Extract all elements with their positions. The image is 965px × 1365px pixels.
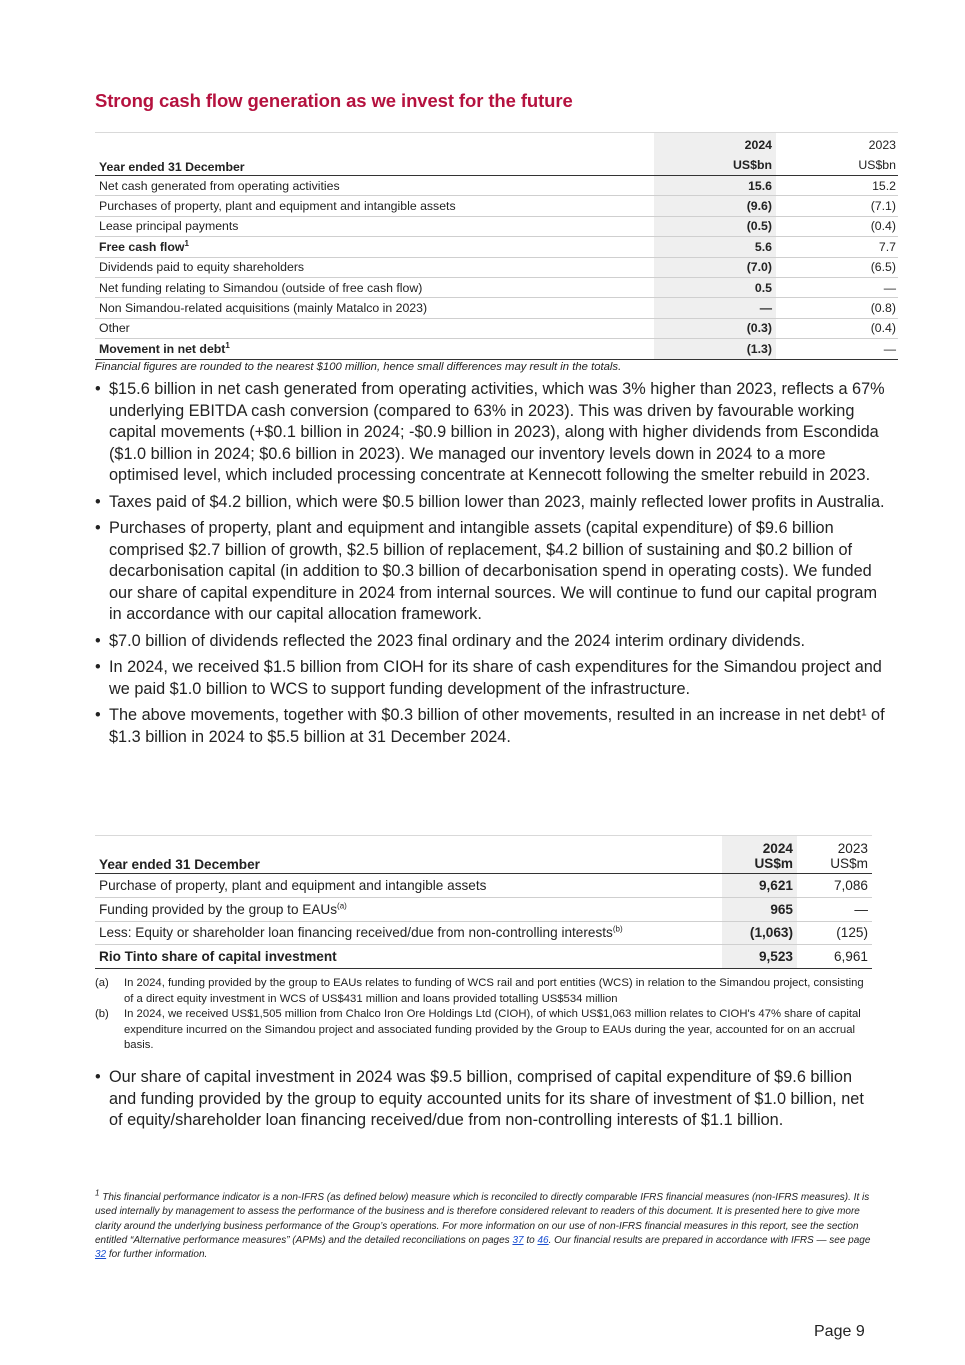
table-header-row bbox=[95, 133, 898, 176]
capital-investment-table bbox=[95, 835, 872, 969]
row-label bbox=[95, 342, 654, 356]
value-2023: 15.2 bbox=[872, 178, 896, 193]
header-year-2023: 2023 bbox=[868, 138, 896, 152]
page-link-32[interactable]: 32 bbox=[95, 1249, 107, 1261]
header-2024 bbox=[722, 836, 797, 873]
row-label-text: Less: Equity or shareholder loan financing received/due from non-controlling interests bbox=[99, 925, 613, 941]
header-year-2024: 2024 bbox=[744, 138, 772, 152]
rounding-note: Financial figures are rounded to the nearest $100 million, hence small differences may result in the totals. bbox=[95, 361, 622, 373]
row-label-text: Free cash flow bbox=[99, 239, 185, 254]
value-2024: 5.6 bbox=[654, 237, 776, 256]
footnote-text: This financial performance indicator is a non-IFRS (as defined below) measure which is reconciled to directly comparable IFRS financial measures (non-IFRS measures). It is used internally by management to assess the performance of the business and is therefore considered relevant to readers of this document. It is presented here to give more clarity around the underlying business performance of the Group’s operations. For more information on our use of non-IFRS financial measures in this report, see the section entitled “Alternative performance measures” (APMs) and the detailed reconciliations on pages bbox=[95, 1192, 870, 1246]
row-label: Rio Tinto share of capital investment bbox=[99, 949, 337, 965]
value-2023: (7.1) bbox=[870, 199, 896, 214]
value-2024: (0.5) bbox=[654, 217, 776, 236]
value-2024: (7.0) bbox=[654, 258, 776, 277]
value-2024: 15.6 bbox=[654, 176, 776, 195]
header-unit-2023: US$bn bbox=[858, 158, 896, 172]
footnote-marker: 1 bbox=[95, 1188, 100, 1198]
row-label-text: Movement in net debt bbox=[99, 341, 226, 356]
row-label: Dividends paid to equity shareholders bbox=[99, 260, 305, 275]
list-item: • Taxes paid of $4.2 billion, which were $0.5 billion lower than 2023, mainly reflected lower profits in Australia. bbox=[95, 492, 885, 514]
value-2024: — bbox=[654, 298, 776, 317]
value-2023: — bbox=[883, 280, 896, 295]
footnote-text: . Our financial results are prepared in accordance with IFRS — see page bbox=[548, 1234, 871, 1246]
value-2024: (0.3) bbox=[654, 319, 776, 338]
row-label: Purchases of property, plant and equipment and intangible assets bbox=[99, 199, 456, 214]
header-year-2024: 2024 bbox=[762, 840, 793, 856]
footnote bbox=[95, 1188, 873, 1262]
table-row bbox=[95, 339, 898, 359]
row-label bbox=[95, 902, 722, 917]
row-label bbox=[95, 240, 654, 254]
header-unit-2024: US$bn bbox=[733, 158, 772, 172]
value-2023: (0.4) bbox=[870, 321, 896, 336]
list-item: • Purchases of property, plant and equipment and intangible assets (capital expenditure) of $9.6 billion comprised $2.7 billion of growth, $2.5 billion of replacement, $4.2 billion of sustaining and $0.2 billion of decarbonisation capital (in addition to $0.3 billion of decarbonisation spend in operating costs). We funded our share of capital expenditure in 2024 from internal sources. We will continue to fund our capital program in accordance with our capital allocation framework. bbox=[95, 518, 885, 626]
table-row bbox=[95, 898, 872, 922]
value-2024: (1,063) bbox=[722, 922, 797, 945]
value-2023: (0.4) bbox=[870, 219, 896, 234]
value-2024: 9,523 bbox=[722, 945, 797, 968]
table-row bbox=[95, 298, 898, 318]
header-2024 bbox=[654, 133, 776, 175]
page-link-37[interactable]: 37 bbox=[512, 1234, 524, 1246]
table-row bbox=[95, 874, 872, 898]
row-label: Purchase of property, plant and equipment and intangible assets bbox=[99, 877, 487, 893]
header-2023 bbox=[797, 836, 872, 873]
row-label: Other bbox=[99, 321, 130, 336]
table-note-b bbox=[95, 1007, 870, 1054]
value-2024: (1.3) bbox=[654, 339, 776, 358]
footnote-ref: 1 bbox=[225, 340, 230, 350]
table-row bbox=[95, 922, 872, 946]
footnote-ref: 1 bbox=[184, 238, 189, 248]
row-label-text: Funding provided by the group to EAUs bbox=[99, 901, 338, 917]
header-unit-2024: US$m bbox=[754, 855, 793, 871]
value-2024: (9.6) bbox=[654, 196, 776, 215]
value-2023: 6,961 bbox=[833, 949, 868, 965]
list-item: • $15.6 billion in net cash generated from operating activities, which was 3% higher than 2023, reflects a 67% underlying EBITDA cash conversion (compared to 63% in 2023). This was driven by favourable working capital movements (+$0.1 billion in 2024; -$0.9 billion in 2023), along with higher dividends from Escondida ($1.0 billion in 2024; $0.6 billion in 2023). We managed our inventory levels down in 2024 to a more optimised level, which included processing concentrate at Kennecott following the smelter rebuild in 2023. bbox=[95, 379, 885, 487]
value-2024: 965 bbox=[722, 898, 797, 921]
header-label: Year ended 31 December bbox=[99, 857, 260, 872]
table-header-row bbox=[95, 836, 872, 874]
capital-investment-commentary bbox=[95, 1067, 875, 1132]
header-year-2023: 2023 bbox=[837, 840, 868, 856]
header-unit-2023: US$m bbox=[830, 855, 868, 871]
note-text: In 2024, funding provided by the group to EAUs relates to funding of WCS rail and port entities (WCS) in relation to the Simandou project, consisting of a direct equity investment in WCS of US$431 million and loans provided totalling US$534 million bbox=[124, 977, 864, 1005]
value-2023: (125) bbox=[836, 925, 868, 941]
table-row bbox=[95, 319, 898, 339]
value-2023: 7.7 bbox=[878, 239, 896, 254]
footnote-text: to bbox=[523, 1234, 538, 1246]
footnote-ref: (a) bbox=[337, 901, 347, 911]
table-row bbox=[95, 258, 898, 278]
footnote-ref: (b) bbox=[612, 924, 623, 934]
value-2023: — bbox=[883, 341, 896, 356]
value-2023: (0.8) bbox=[870, 301, 896, 316]
list-item: • The above movements, together with $0.3 billion of other movements, resulted in an increase in net debt¹ of $1.3 billion in 2024 to $5.5 billion at 31 December 2024. bbox=[95, 705, 885, 748]
table-row bbox=[95, 217, 898, 237]
header-2023 bbox=[776, 133, 898, 175]
table-row bbox=[95, 945, 872, 969]
header-label: Year ended 31 December bbox=[99, 160, 245, 174]
footnote-text: for further information. bbox=[106, 1249, 208, 1261]
table-row bbox=[95, 278, 898, 298]
value-2023: (6.5) bbox=[870, 260, 896, 275]
list-item: • $7.0 billion of dividends reflected the 2023 final ordinary and the 2024 interim ordinary dividends. bbox=[95, 631, 885, 653]
list-item: • In 2024, we received $1.5 billion from CIOH for its share of cash expenditures for the Simandou project and we paid $1.0 billion to WCS to support funding development of the infrastructure. bbox=[95, 657, 885, 700]
value-2024: 0.5 bbox=[654, 278, 776, 297]
note-label: (a) bbox=[95, 977, 109, 989]
table-note-a bbox=[95, 976, 870, 1007]
row-label: Net funding relating to Simandou (outside of free cash flow) bbox=[99, 280, 423, 295]
row-label: Net cash generated from operating activities bbox=[99, 178, 340, 193]
value-2024: 9,621 bbox=[722, 874, 797, 897]
table-row bbox=[95, 176, 898, 196]
value-2023: — bbox=[854, 901, 868, 917]
commentary-list bbox=[95, 379, 885, 753]
table-row bbox=[95, 196, 898, 216]
value-2023: 7,086 bbox=[833, 877, 868, 893]
note-text: In 2024, we received US$1,505 million from Chalco Iron Ore Holdings Ltd (CIOH), of which US$1,063 million relates to CIOH's 47% share of capital expenditure incurred on the Simandou project and associated funding provided by the Group to EAUs during the year, accounted for on an accrual basis. bbox=[124, 1008, 861, 1051]
list-item: • Our share of capital investment in 2024 was $9.5 billion, comprised of capital expenditure of $9.6 billion and funding provided by the group to equity accounted units for its share of investment of $1.0 billion, net of equity/shareholder loan financing received/due from non-controlling interests of $1.1 billion. bbox=[95, 1067, 875, 1132]
table-row bbox=[95, 237, 898, 257]
page-link-46[interactable]: 46 bbox=[537, 1234, 549, 1246]
page-number: Page 9 bbox=[814, 1323, 865, 1340]
note-label: (b) bbox=[95, 1008, 109, 1020]
row-label: Lease principal payments bbox=[99, 219, 239, 234]
section-title: Strong cash flow generation as we invest for the future bbox=[95, 90, 573, 111]
cash-flow-table bbox=[95, 132, 898, 360]
row-label: Non Simandou-related acquisitions (mainly Matalco in 2023) bbox=[99, 301, 428, 316]
row-label bbox=[95, 925, 722, 940]
